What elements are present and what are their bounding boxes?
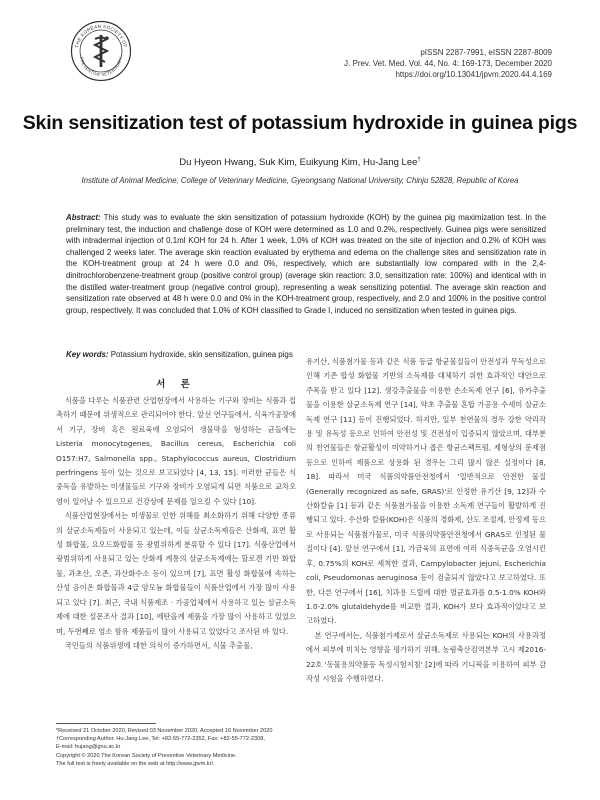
footnote-copyright: Copyright © 2020 The Korean Society of Preventive Veterinary Medicine. (56, 752, 237, 759)
svg-text:PREVENTIVE VETERINARY: PREVENTIVE VETERINARY (79, 56, 123, 78)
paper-title: Skin sensitization test of potassium hydroxide in guinea pigs (22, 112, 578, 134)
affiliation: Institute of Animal Medicine, College of Veterinary Medicine, Gyeongsang National University, Chinju 52828, Republic of Korea (81, 176, 519, 185)
footnote-received: *Received 21 October 2020, Revised 03 November 2020, Accepted 16 November 2020 (56, 728, 273, 734)
doi-link[interactable]: https://doi.org/10.13041/jpvm.2020.44.4.169 (395, 70, 552, 79)
paragraph: 국민들의 식품위생에 대한 의식이 증가하면서, 식물 추출물, (64, 640, 253, 650)
paragraph: 식품산업현장에서는 미생물로 인한 위해를 최소화하기 위해 다양한 종류의 살균소독제들이 사용되고 있는데, 이들 살균소독제들은 산화제, 표면 활성 화합물, 요오드화합물 등 광범위하게 분류할 수 있다 [17]. 식품산업에서 광범위하게 사용되고 있는 산화제 계통의 살균소독제에는 할로겐 기반 화합물, 과초산, 오존, 과산화수소 등이 있으며 [7], 표면 활성 화합물에 속하는 산성 음이온 화합물과 4급 암모늄 화합물들이 식품산업에서 가장 많이 사용되고 있다 [7]. 최근, 국내 식품제조 · 가공업체에서 사용하고 있는 살균소독제에 대한 설문조사 결과 [10], 에탄올계 제품을 가장 많이 사용하고 있었으며, 두번째로 염소 함유 제품들이 많이 사용되고 있었다고 조사된 바 있다. (56, 511, 296, 636)
keywords-text: Potassium hydroxide, skin sensitization, guinea pigs (110, 350, 293, 359)
abstract (66, 212, 546, 316)
footnote-fulltext: The full text is freely available on the web at http://www.jpvm.kr/. (56, 760, 215, 767)
paragraph: 유기산, 식품첨가물 등과 같은 식품 등급 항균물질들이 안전성과 무독성으로 인해 기존 합성 화합물 기반의 소독제를 대체하기 위한 효과적인 대안으로 주목을 받고 있다 [12]. 생강추출물을 이용한 손소독제 연구 [6], 유카추출물을 이용한 살균소독제 연구 [14], 약초 추출물 혼합 가공용 수세미 살균소독제 연구 [11] 등이 진행되었다. 하지만, 일부 천연물의 경우 강한 약리작용 및 유독성 등으로 인하여 안전성 및 건전성이 입증되지 않았으며, 대부분의 천연물들은 항균활성이 미약하거나 좁은 항균스펙트럼, 제형상의 문제점 등으로 인하여 제품으로 상용화 된 경우는 그리 많지 않은 실정이다 [8, 18]. 따라서 미국 식품의약품안전청에서 '일반적으로 안전한 물질(Generally recognized as safe, GRAS)'로 인정한 유기산 [9, 12]과 수산화칼슘 [1] 등과 같은 식품첨가물을 이용한 소독제 연구들이 활발하게 진행되고 있다. 수산화 칼륨(KOH)은 식품의 경화제, 산도 조절제, 안정제 등으로 사용되는 식품첨가물로, 미국 식품의약품안전청에서 GRAS로 인정된 물질이다 [4]. 앞선 연구에서 [1], 가금육의 표면에 여러 식중독균을 오염시킨 후, 0.75%의 KOH로 세척한 결과, Campylobacter jejuni, Escherichia coli, Pseudomonas aeruginosa 등이 검출되지 않았다고 보고하였다. 또한, 다른 연구에서 [16], 치과용 드릴에 대한 멸균효과를 0.5-1.0% KOH와 1.0-2.0% glutaldehyde를 비교한 결과, KOH가 보다 효과적이었다고 보고하였다. (306, 357, 546, 626)
issn: pISSN 2287-7991, eISSN 2287-8009 (420, 48, 552, 57)
journal-info (292, 47, 552, 80)
abstract-text: This study was to evaluate the skin sensitization of potassium hydroxide (KOH) by the guinea pig maximization test. In the preliminary test, the induction and challenge dose of KOH were determined as 1.0 and 0.2%, respectively. Guinea pigs were sensitized with intradermal injection of 0.1ml KOH for 24 h. After 1 week, 1.0% of KOH was treated on the site of injection and 0.2% of KOH was challenged 2 weeks later. The average skin reaction evaluated by erythema and edema on the challenge sites and sensitization rate in the KOH-treatment group at 24 h were 0.0 and 0%, respectively, which are substantially low compared with in the 2,4-dinitrochlorobenzene-treatment group (positive control group) (average skin reaction: 3.0, sensitization rate: 100%) and identical with in the distilled water-treatment group (negative control group), representing a weak sensitizing potential. The average skin reaction and sensitization rate observed at 48 h were 0.0 and 0% in the KOH-treatment group, respectively, and 2.0 and 100% in the positive control group, respectively. It was concluded that 1.0% of KOH classified to Grade I, induced no sensitization when tested in guinea pigs. (66, 213, 546, 315)
society-seal-icon (70, 20, 132, 82)
paragraph: 식품을 다루는 식품관련 산업현장에서 사용하는 기구와 장비는 식품과 접촉하기 때문에 위생적으로 관리되어야 한다. 앞선 연구들에서, 식육가공장에서 기구, 장비 혹은 원료육에 오염되어 생물막을 형성하는 균들에는 Listeria monocytogenes, Bacillus cereus, Escherichia coli O157:H7, Salmonella spp., Staphylococcus aureus, Clostridium perfringens 등이 있는 것으로 보고되었다 [4, 13, 15]. 이러한 균들은 식중독을 유발하는 미생물들로 기구와 장비가 오염되게 되면 식품으로 교차오염이 일어날 수 있으므로 건강상에 문제를 일으킬 수 있다 [10]. (56, 396, 296, 506)
footnotes (56, 727, 306, 768)
footnote-corresponding: †Corresponding Author. Hu-Jang Lee, Tel: +82-55-772-2352, Fax: +82-55-772-2308, (56, 736, 265, 743)
citation: J. Prev. Vet. Med. Vol. 44, No. 4: 169-173, December 2020 (344, 59, 552, 68)
body-right-column (306, 355, 546, 686)
body-left-column (56, 394, 296, 653)
section-title-introduction: 서 론 (156, 379, 196, 390)
svg-text:THE KOREAN SOCIETY OF: THE KOREAN SOCIETY OF (74, 23, 128, 49)
authors (0, 157, 600, 168)
footnote-email: E-mail: hujang@gnu.ac.kr (56, 744, 121, 751)
footnote-divider (56, 723, 156, 724)
abstract-label: Abstract: (66, 213, 101, 222)
paragraph: 본 연구에서는, 식품첨가제로서 살균소독제로 사용되는 KOH의 사용과정에서 피부에 미치는 영향을 평가하기 위해, 농림축산검역본부 고시 제2016-22호 '동물용의약품등 독성시험지침' [2]에 따라 기니픽을 이용하여 피부 감작성 시험을 수행하였다. (306, 630, 546, 683)
author-list: Du Hyeon Hwang, Suk Kim, Euikyung Kim, Hu-Jang Lee (179, 157, 418, 169)
keywords-label: Key words: (66, 350, 109, 359)
corresponding-mark: † (417, 157, 421, 163)
